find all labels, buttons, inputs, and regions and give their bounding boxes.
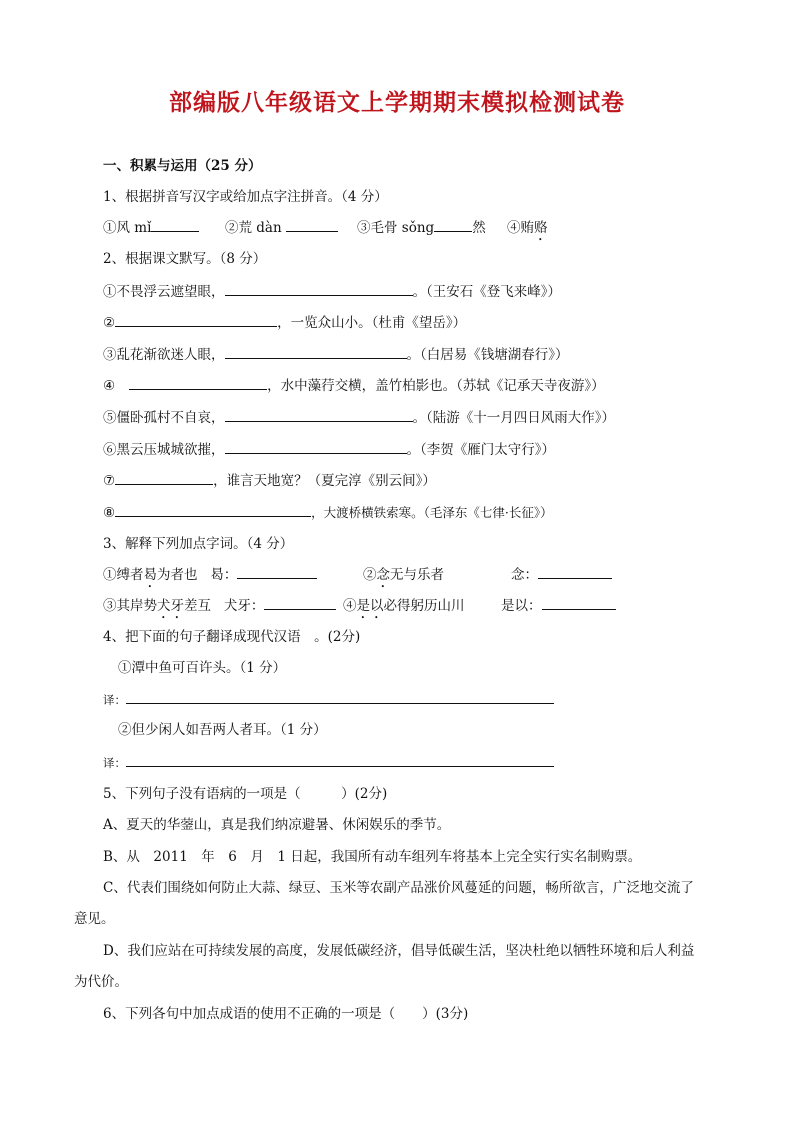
q4-sentence-1: ①潭中鱼可百许头。（1 分） [118, 660, 287, 676]
q4-answer-2: 译： [103, 753, 554, 772]
q2-line-5: ⑤僵卧孤村不自哀， 。（陆游《十一月四日风雨大作》） [103, 410, 615, 426]
q3-item-2-answer: 念： [511, 565, 612, 584]
answer-blank[interactable] [237, 565, 317, 579]
answer-line[interactable] [126, 753, 554, 767]
answer-blank[interactable] [115, 313, 277, 327]
q6-stem: 6、下列各句中加点成语的使用不正确的一项是（ ）(3分) [103, 1006, 469, 1022]
q2-stem: 2、根据课文默写。（8 分） [103, 251, 267, 267]
q1-stem: 1、根据拼音写汉字或给加点字注拼音。（4 分） [103, 189, 388, 205]
q5-option-c-cont: 意见。 [74, 911, 115, 927]
q3-item-3: ③其岸势犬牙差互 犬牙： [103, 596, 343, 622]
q2-line-2: ② ，一览众山小。（杜甫《望岳》） [103, 315, 467, 331]
page-title: 部编版八年级语文上学期期末模拟检测试卷 [169, 90, 625, 116]
q5-option-b: B、从 2011 年 6 月 1 日起，我国所有动车组列车将基本上完全实行实名制购票。 [103, 849, 642, 865]
answer-blank[interactable] [115, 471, 213, 485]
q5-option-a: A、夏天的华蓥山，真是我们纳凉避暑、休闲娱乐的季节。 [103, 817, 451, 833]
q4-stem: 4、把下面的句子翻译成现代汉语 。(2分) [103, 629, 361, 645]
q5-option-d: D、我们应站在可持续发展的高度，发展低碳经济，倡导低碳生活，坚决杜绝以牺牲环境和后人利益 [103, 943, 695, 959]
q1-item-2: ②荒 dàn [225, 218, 357, 237]
q1-item-3: ③毛骨 sǒng 然 [357, 220, 486, 236]
answer-blank[interactable] [151, 218, 199, 232]
answer-blank[interactable] [542, 596, 616, 610]
answer-blank[interactable] [129, 376, 267, 390]
q2-line-3: ③乱花渐欲迷人眼， 。（白居易《钱塘湖春行》） [103, 347, 569, 363]
q3-item-2: ②念无与乐者 [363, 567, 444, 583]
q2-line-7: ⑦ ，谁言天地宽？（夏完淳《别云间》） [103, 473, 436, 489]
q2-line-8: ⑧ ，大渡桥横铁索寒。（毛泽东《七律·长征》） [103, 505, 553, 521]
q4-answer-1: 译： [103, 690, 554, 709]
q3-stem: 3、解释下列加点字词。（4 分） [103, 536, 294, 552]
answer-blank[interactable] [225, 282, 413, 296]
q3-item-1: ①缚者曷为者也 曷： [103, 565, 363, 591]
answer-blank[interactable] [538, 565, 612, 579]
q3-item-4: ④是以必得躬历山川 [343, 598, 465, 614]
q2-line-6: ⑥黑云压城城欲摧， 。（李贺《雁门太守行》） [103, 442, 555, 458]
q4-sentence-2: ②但少闲人如吾两人者耳。（1 分） [118, 722, 327, 738]
answer-blank[interactable] [115, 503, 311, 517]
answer-blank[interactable] [225, 408, 413, 422]
section-heading: 一、积累与运用（25 分） [103, 158, 262, 174]
q1-item-1: ①风 mǐ [103, 218, 225, 237]
answer-blank[interactable] [264, 596, 336, 610]
q1-item-4: ④贿赂 [507, 220, 548, 236]
q5-option-d-cont: 为代价。 [74, 974, 128, 990]
q2-line-4: ④ ，水中藻荇交横，盖竹柏影也。（苏轼《记承天寺夜游》） [103, 378, 605, 394]
answer-blank[interactable] [225, 440, 407, 454]
q5-option-c: C、代表们围绕如何防止大蒜、绿豆、玉米等农副产品涨价风蔓延的问题，畅所欲言，广泛地交流了 [103, 880, 694, 896]
answer-line[interactable] [126, 690, 554, 704]
q3-item-4-answer: 是以： [501, 596, 616, 615]
q2-line-1: ①不畏浮云遮望眼， 。（王安石《登飞来峰》） [103, 284, 561, 300]
q3-row-1 [103, 565, 612, 591]
answer-blank[interactable] [286, 218, 338, 232]
answer-blank[interactable] [225, 345, 407, 359]
q1-items [103, 218, 548, 244]
q5-stem: 5、下列句子没有语病的一项是（ ）(2分) [103, 786, 388, 802]
q3-row-2 [103, 596, 616, 622]
answer-blank[interactable] [434, 218, 472, 232]
